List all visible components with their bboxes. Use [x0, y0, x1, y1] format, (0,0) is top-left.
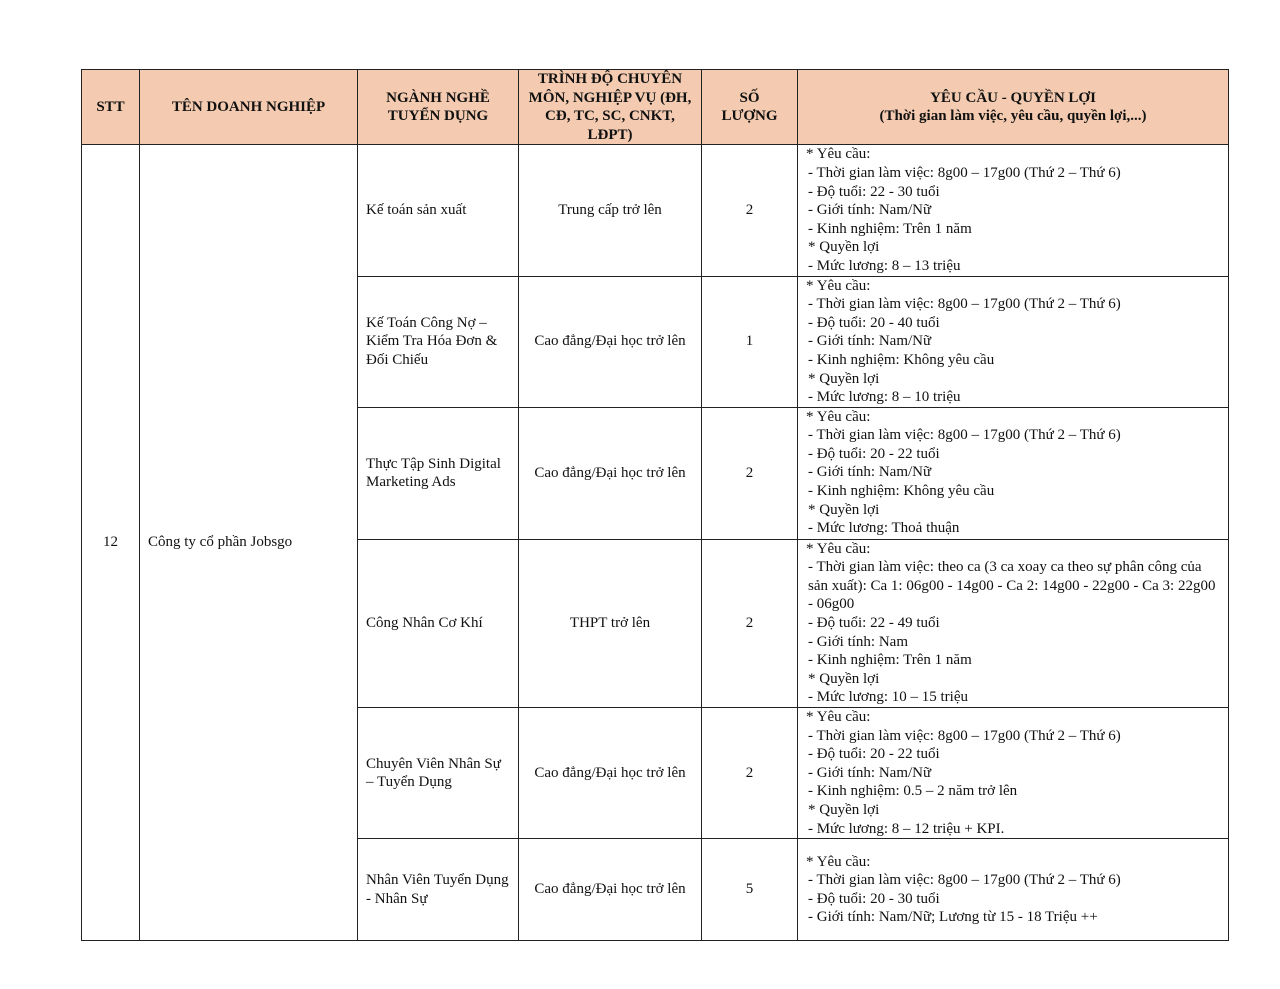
- requirement-line: - Giới tính: Nam: [808, 633, 909, 650]
- requirement-line: - Mức lương: 10 – 15 triệu: [808, 689, 969, 706]
- requirement-line: * Yêu cầu:: [806, 277, 871, 294]
- requirement-line: * Quyền lợi: [808, 670, 880, 687]
- table-header-row: [82, 70, 1229, 145]
- qualification-cell: Cao đẳng/Đại học trở lên: [519, 276, 702, 407]
- requirements-cell: [798, 708, 1229, 839]
- requirement-line: - Độ tuổi: 22 - 49 tuổi: [808, 615, 940, 632]
- occupation-cell: Nhân Viên Tuyển Dụng - Nhân Sự: [358, 839, 519, 941]
- header-quantity: SỐ LƯỢNG: [702, 70, 798, 145]
- header-requirements: [798, 70, 1229, 145]
- requirement-line: - Độ tuổi: 20 - 22 tuổi: [808, 746, 940, 763]
- requirement-line: - Kinh nghiệm: Không yêu cầu: [808, 351, 995, 368]
- occupation-cell: Thực Tập Sinh Digital Marketing Ads: [358, 407, 519, 539]
- requirement-line: - Mức lương: 8 – 10 triệu: [808, 389, 961, 406]
- requirement-line: * Yêu cầu:: [806, 709, 871, 726]
- requirement-line: - Giới tính: Nam/Nữ: [808, 464, 932, 481]
- qualification-cell: Cao đẳng/Đại học trở lên: [519, 839, 702, 941]
- requirements-cell: [798, 145, 1229, 276]
- quantity-cell: 1: [702, 276, 798, 407]
- requirement-line: - Thời gian làm việc: 8g00 – 17g00 (Thứ 2 – Thứ 6): [808, 727, 1121, 744]
- quantity-cell: 2: [702, 539, 798, 707]
- header-occupation: NGÀNH NGHỀ TUYỂN DỤNG: [358, 70, 519, 145]
- quantity-cell: 2: [702, 407, 798, 539]
- requirement-line: - Thời gian làm việc: 8g00 – 17g00 (Thứ 2 – Thứ 6): [808, 872, 1121, 889]
- requirements-cell: [798, 407, 1229, 539]
- header-requirements-title: YÊU CẦU - QUYỀN LỢI: [930, 89, 1096, 106]
- requirement-line: - Độ tuổi: 20 - 22 tuổi: [808, 445, 940, 462]
- requirement-line: - Giới tính: Nam/Nữ; Lương từ 15 - 18 Triệu ++: [808, 909, 1098, 926]
- requirements-cell: [798, 539, 1229, 707]
- requirement-line: * Quyền lợi: [808, 239, 880, 256]
- recruitment-table: [81, 69, 1229, 941]
- occupation-cell: Kế Toán Công Nợ – Kiểm Tra Hóa Đơn & Đối Chiếu: [358, 276, 519, 407]
- requirement-line: - Kinh nghiệm: 0.5 – 2 năm trở lên: [808, 783, 1018, 800]
- requirements-cell: [798, 839, 1229, 941]
- requirement-line: * Yêu cầu:: [806, 408, 871, 425]
- qualification-cell: Trung cấp trở lên: [519, 145, 702, 276]
- requirement-line: - Thời gian làm việc: 8g00 – 17g00 (Thứ 2 – Thứ 6): [808, 296, 1121, 313]
- requirement-line: - Độ tuổi: 20 - 40 tuổi: [808, 314, 940, 331]
- requirement-line: - Thời gian làm việc: 8g00 – 17g00 (Thứ 2 – Thứ 6): [808, 164, 1121, 181]
- header-requirements-subtitle: (Thời gian làm việc, yêu cầu, quyền lợi,...): [879, 108, 1147, 125]
- requirement-line: * Quyền lợi: [808, 370, 880, 387]
- requirement-line: - Mức lương: Thoả thuận: [808, 520, 960, 537]
- requirement-line: - Giới tính: Nam/Nữ: [808, 202, 932, 219]
- stt-cell: 12: [82, 145, 140, 941]
- occupation-cell: Công Nhân Cơ Khí: [358, 539, 519, 707]
- requirement-line: - Mức lương: 8 – 13 triệu: [808, 257, 961, 274]
- qualification-cell: Cao đẳng/Đại học trở lên: [519, 708, 702, 839]
- requirement-line: - Độ tuổi: 22 - 30 tuổi: [808, 183, 940, 200]
- requirement-line: - Giới tính: Nam/Nữ: [808, 764, 932, 781]
- requirement-line: * Yêu cầu:: [806, 540, 871, 557]
- requirements-cell: [798, 276, 1229, 407]
- requirement-line: - Kinh nghiệm: Không yêu cầu: [808, 483, 995, 500]
- quantity-cell: 2: [702, 708, 798, 839]
- requirement-line: - Kinh nghiệm: Trên 1 năm: [808, 652, 972, 669]
- qualification-cell: THPT trở lên: [519, 539, 702, 707]
- requirement-line: * Quyền lợi: [808, 501, 880, 518]
- requirement-line: - Thời gian làm việc: theo ca (3 ca xoay ca theo sự phân công của sản xuất): Ca 1: 06g00 - 14g00 - Ca 2: 14g00 - 22g00 - Ca 3: 22g00 - 06g00: [808, 559, 1216, 613]
- quantity-cell: 5: [702, 839, 798, 941]
- company-name-cell: Công ty cổ phần Jobsgo: [140, 145, 358, 941]
- header-stt: STT: [82, 70, 140, 145]
- requirement-line: - Giới tính: Nam/Nữ: [808, 333, 932, 350]
- qualification-cell: Cao đẳng/Đại học trở lên: [519, 407, 702, 539]
- header-company: TÊN DOANH NGHIỆP: [140, 70, 358, 145]
- requirement-line: - Kinh nghiệm: Trên 1 năm: [808, 220, 972, 237]
- requirement-line: - Mức lương: 8 – 12 triệu + KPI.: [808, 820, 1005, 837]
- requirement-line: - Độ tuổi: 20 - 30 tuổi: [808, 890, 940, 907]
- header-qualification: TRÌNH ĐỘ CHUYÊN MÔN, NGHIỆP VỤ (ĐH, CĐ, TC, SC, CNKT, LĐPT): [519, 70, 702, 145]
- requirement-line: - Thời gian làm việc: 8g00 – 17g00 (Thứ 2 – Thứ 6): [808, 427, 1121, 444]
- requirement-line: * Yêu cầu:: [806, 853, 871, 870]
- quantity-cell: 2: [702, 145, 798, 276]
- requirement-line: * Quyền lợi: [808, 802, 880, 818]
- occupation-cell: Chuyên Viên Nhân Sự – Tuyển Dụng: [358, 708, 519, 839]
- requirement-line: * Yêu cầu:: [806, 146, 871, 163]
- table-row: [82, 145, 1229, 276]
- occupation-cell: Kế toán sản xuất: [358, 145, 519, 276]
